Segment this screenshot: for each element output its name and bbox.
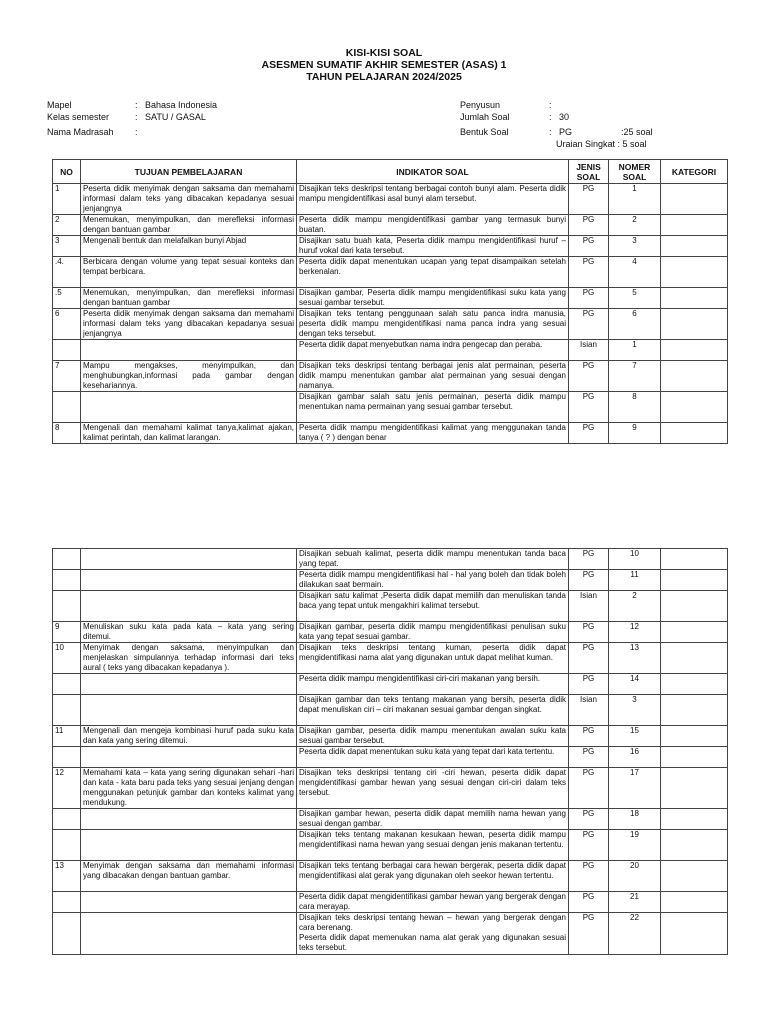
cell-indikator: Disajikan teks deskripsi tentang kuman, peserta didik dapat mengidentifikasi nama alat yang digunakan untuk dapat melihat kuman. — [297, 643, 569, 674]
doc-subtitle: ASESMEN SUMATIF AKHIR SEMESTER (ASAS) 1 — [261, 59, 507, 71]
table-row — [53, 257, 728, 288]
table-row — [53, 622, 728, 643]
cell-indikator: Disajikan teks deskripsi tentang ciri -ciri hewan, peserta didik dapat mengidentifikasi gambar hewan yang sesuai dengan ciri-ciri dalam teks tersebut. — [297, 768, 569, 809]
header-indikator: INDIKATOR SOAL — [297, 160, 569, 184]
cell-no — [53, 392, 81, 423]
cell-no — [53, 695, 81, 726]
cell-jenis: Isian — [569, 591, 609, 622]
cell-nomer: 16 — [609, 747, 661, 768]
cell-kategori — [661, 726, 728, 747]
cell-tujuan — [81, 892, 297, 913]
table-row — [53, 423, 728, 444]
table-row — [53, 591, 728, 622]
cell-tujuan: Berbicara dengan volume yang tepat sesuai konteks dan tempat berbicara. — [81, 257, 297, 288]
cell-kategori — [661, 643, 728, 674]
header-no: NO — [53, 160, 81, 184]
cell-tujuan — [81, 809, 297, 830]
cell-no: 13 — [53, 861, 81, 892]
cell-nomer: 6 — [609, 309, 661, 340]
cell-indikator: Disajikan gambar hewan, peserta didik dapat memilih nama hewan yang sesuai dengan gambar. — [297, 809, 569, 830]
info-row-bentuk: Bentuk Soal : PG :25 soal — [460, 127, 653, 137]
cell-nomer: 3 — [609, 695, 661, 726]
cell-tujuan — [81, 340, 297, 361]
cell-jenis: PG — [569, 643, 609, 674]
cell-nomer: 1 — [609, 340, 661, 361]
cell-nomer: 7 — [609, 361, 661, 392]
cell-tujuan: Peserta didik menyimak dengan saksama dan memahami informasi dalam teks yang dibacakan kepadanya sesuai jenjangnya — [81, 309, 297, 340]
cell-jenis: PG — [569, 361, 609, 392]
table-row — [53, 747, 728, 768]
cell-nomer: 1 — [609, 184, 661, 215]
cell-no — [53, 892, 81, 913]
cell-kategori — [661, 361, 728, 392]
cell-jenis: PG — [569, 913, 609, 955]
cell-jenis: PG — [569, 549, 609, 570]
cell-tujuan — [81, 674, 297, 695]
cell-nomer: 9 — [609, 423, 661, 444]
cell-indikator: Disajikan teks deskripsi tentang berbagai contoh bunyi alam. Peserta didik mampu mengidentifikasi asal bunyi alam tersebut. — [297, 184, 569, 215]
cell-no — [53, 340, 81, 361]
cell-jenis: PG — [569, 768, 609, 809]
cell-kategori — [661, 423, 728, 444]
cell-indikator: Disajikan gambar dan teks tentang makanan yang bersih, peserta didik dapat menuliskan ciri – ciri makanan sesuai gambar dengan singkat. — [297, 695, 569, 726]
cell-indikator: Disajikan teks tentang makanan kesukaan hewan, peserta didik mampu mengidentifikasi nama hewan yang sesuai dengan jenis makanan tertentu. — [297, 830, 569, 861]
cell-tujuan: Peserta didik menyimak dengan saksama dan memahami informasi dalam teks yang dibacakan kepadanya sesuai jenjangnya — [81, 184, 297, 215]
cell-nomer: 20 — [609, 861, 661, 892]
cell-kategori — [661, 695, 728, 726]
cell-nomer: 15 — [609, 726, 661, 747]
doc-year: TAHUN PELAJARAN 2024/2025 — [306, 71, 462, 83]
cell-indikator: Peserta didik dapat menyebutkan nama indra pengecap dan peraba. — [297, 340, 569, 361]
cell-kategori — [661, 830, 728, 861]
cell-nomer: 11 — [609, 570, 661, 591]
cell-kategori — [661, 215, 728, 236]
cell-tujuan: Menuliskan suku kata pada kata – kata yang sering ditemui. — [81, 622, 297, 643]
table-row — [53, 340, 728, 361]
cell-kategori — [661, 622, 728, 643]
cell-jenis: PG — [569, 184, 609, 215]
cell-kategori — [661, 861, 728, 892]
cell-tujuan — [81, 695, 297, 726]
cell-no: 8 — [53, 423, 81, 444]
table-row — [53, 361, 728, 392]
cell-nomer: 2 — [609, 215, 661, 236]
cell-nomer: 22 — [609, 913, 661, 955]
cell-indikator: Peserta didik dapat menentukan ucapan yang tepat disampaikan setelah berkenalan. — [297, 257, 569, 288]
info-row-mapel: Mapel : Bahasa Indonesia — [47, 100, 218, 110]
cell-nomer: 19 — [609, 830, 661, 861]
cell-jenis: Isian — [569, 695, 609, 726]
table-row — [53, 695, 728, 726]
cell-kategori — [661, 809, 728, 830]
cell-indikator: Peserta didik mampu mengidentifikasi hal - hal yang boleh dan tidak boleh dilakukan saat bermain. — [297, 570, 569, 591]
table-row — [53, 184, 728, 215]
cell-indikator: Peserta didik dapat mengidentifikasi gambar hewan yang bergerak dengan cara merayap. — [297, 892, 569, 913]
cell-kategori — [661, 913, 728, 955]
table-row — [53, 236, 728, 257]
cell-nomer: 2 — [609, 591, 661, 622]
cell-indikator: Disajikan teks deskripsi tentang berbagai jenis alat permainan, peserta didik mampu menentukan gambar alat permainan yang sesuai dengan namanya. — [297, 361, 569, 392]
cell-indikator: Disajikan sebuah kalimat, peserta didik mampu menentukan tanda baca yang tepat. — [297, 549, 569, 570]
cell-indikator: Disajikan gambar salah satu jenis permainan, peserta didik mampu menentukan nama permainan yang sesuai gambar tersebut. — [297, 392, 569, 423]
cell-nomer: 5 — [609, 288, 661, 309]
cell-kategori — [661, 340, 728, 361]
table-row — [53, 215, 728, 236]
cell-jenis: PG — [569, 236, 609, 257]
cell-tujuan — [81, 747, 297, 768]
info-row-uraian: Uraian Singkat : 5 soal — [556, 139, 647, 149]
info-row-penyusun: Penyusun : — [460, 100, 552, 110]
cell-nomer: 10 — [609, 549, 661, 570]
cell-no: 3 — [53, 236, 81, 257]
cell-tujuan: Mampu mengakses, menyimpulkan, dan menghubungkan,informasi pada gambar dengan kesehariannya. — [81, 361, 297, 392]
kisi-table-2 — [52, 548, 728, 955]
cell-tujuan — [81, 830, 297, 861]
cell-indikator: Disajikan gambar, peserta didik mampu mengidentifikasi penulisan suku kata yang tepat sesuai gambar. — [297, 622, 569, 643]
table-row — [53, 570, 728, 591]
table-row — [53, 861, 728, 892]
cell-no — [53, 809, 81, 830]
cell-nomer: 14 — [609, 674, 661, 695]
cell-jenis: PG — [569, 830, 609, 861]
cell-tujuan — [81, 913, 297, 955]
cell-indikator: Peserta didik mampu mengidentifikasi gambar yang termasuk bunyi buatan. — [297, 215, 569, 236]
cell-jenis: PG — [569, 674, 609, 695]
cell-kategori — [661, 570, 728, 591]
cell-kategori — [661, 392, 728, 423]
cell-indikator: Disajikan teks deskripsi tentang hewan – hewan yang bergerak dengan cara berenang. Peserta didik dapat memenukan nama alat gerak yang digunakan sesuai teks tersebut. — [297, 913, 569, 955]
doc-title: KISI-KISI SOAL — [345, 47, 423, 59]
cell-tujuan — [81, 549, 297, 570]
info-row-madrasah: Nama Madrasah : — [47, 127, 138, 137]
cell-tujuan: Menyimak dengan saksama, menyimpulkan dan menjelaskan simpulannya terhadap informasi dari teks aural ( teks yang dibacakan kepadanya ). — [81, 643, 297, 674]
cell-nomer: 8 — [609, 392, 661, 423]
cell-no: .4. — [53, 257, 81, 288]
cell-jenis: PG — [569, 288, 609, 309]
cell-no: 11 — [53, 726, 81, 747]
table-row — [53, 726, 728, 747]
cell-no: 6 — [53, 309, 81, 340]
table-row — [53, 643, 728, 674]
cell-nomer: 13 — [609, 643, 661, 674]
table-row — [53, 392, 728, 423]
cell-nomer: 4 — [609, 257, 661, 288]
table-row — [53, 309, 728, 340]
cell-indikator: Peserta didik mampu mengidentifikasi kalimat yang menggunakan tanda tanya ( ? ) dengan benar — [297, 423, 569, 444]
cell-no — [53, 549, 81, 570]
cell-jenis: PG — [569, 392, 609, 423]
cell-no — [53, 570, 81, 591]
cell-no — [53, 674, 81, 695]
cell-no: 1 — [53, 184, 81, 215]
header-kategori: KATEGORI — [661, 160, 728, 184]
cell-kategori — [661, 184, 728, 215]
table-row — [53, 809, 728, 830]
header-nomer: NOMER SOAL — [609, 160, 661, 184]
info-right — [460, 99, 653, 150]
cell-jenis: PG — [569, 423, 609, 444]
cell-nomer: 17 — [609, 768, 661, 809]
cell-no: 2 — [53, 215, 81, 236]
cell-jenis: Isian — [569, 340, 609, 361]
cell-indikator: Disajikan gambar, Peserta didik mampu mengidentifikasi suku kata yang sesuai gambar tersebut. — [297, 288, 569, 309]
cell-indikator: Disajikan satu kalimat ,Peserta didik dapat memilih dan menuliskan tanda baca yang tepat untuk mengakhiri kalimat tersebut. — [297, 591, 569, 622]
cell-tujuan — [81, 591, 297, 622]
cell-no: .5 — [53, 288, 81, 309]
cell-jenis: PG — [569, 861, 609, 892]
cell-nomer: 21 — [609, 892, 661, 913]
info-row-jumlah: Jumlah Soal : 30 — [460, 112, 570, 122]
cell-no: 10 — [53, 643, 81, 674]
cell-kategori — [661, 768, 728, 809]
cell-jenis: PG — [569, 809, 609, 830]
cell-jenis: PG — [569, 747, 609, 768]
table-row — [53, 830, 728, 861]
cell-indikator: Disajikan satu buah kata, Peserta didik mampu mengidentifikasi huruf – huruf vokal dari kata tersebut. — [297, 236, 569, 257]
cell-nomer: 12 — [609, 622, 661, 643]
cell-no: 7 — [53, 361, 81, 392]
cell-jenis: PG — [569, 257, 609, 288]
table-row — [53, 549, 728, 570]
table-row — [53, 768, 728, 809]
table-row — [53, 288, 728, 309]
cell-kategori — [661, 892, 728, 913]
cell-indikator: Peserta didik dapat menentukan suku kata yang tepat dari kata tertentu. — [297, 747, 569, 768]
cell-tujuan: Mengenali dan mengeja kombinasi huruf pada suku kata dan kata yang sering ditemui. — [81, 726, 297, 747]
cell-kategori — [661, 549, 728, 570]
cell-kategori — [661, 747, 728, 768]
cell-no: 12 — [53, 768, 81, 809]
cell-tujuan — [81, 570, 297, 591]
cell-tujuan: Menemukan, menyimpulkan, dan merefleksi informasi dengan bantuan gambar — [81, 215, 297, 236]
cell-indikator: Disajikan gambar, peserta didik mampu menentukan awalan suku kata sesuai gambar tersebut. — [297, 726, 569, 747]
cell-kategori — [661, 236, 728, 257]
cell-kategori — [661, 309, 728, 340]
table-row — [53, 913, 728, 955]
info-row-kelas: Kelas semester : SATU / GASAL — [47, 112, 206, 122]
cell-jenis: PG — [569, 215, 609, 236]
cell-kategori — [661, 674, 728, 695]
cell-kategori — [661, 288, 728, 309]
cell-nomer: 18 — [609, 809, 661, 830]
cell-kategori — [661, 257, 728, 288]
cell-no — [53, 591, 81, 622]
info-left — [47, 99, 217, 138]
cell-no — [53, 830, 81, 861]
cell-jenis: PG — [569, 622, 609, 643]
cell-indikator: Disajikan teks tentang berbagai cara hewan bergerak, peserta didik dapat mengidentifikasi alat gerak yang digunakan oleh seekor hewan tertentu. — [297, 861, 569, 892]
cell-jenis: PG — [569, 570, 609, 591]
cell-no — [53, 747, 81, 768]
cell-tujuan: Mengenali dan memahami kalimat tanya,kalimat ajakan, kalimat perintah, dan kalimat larangan. — [81, 423, 297, 444]
cell-indikator: Peserta didik mampu mengidentifikasi ciri-ciri makanan yang bersih. — [297, 674, 569, 695]
cell-nomer: 3 — [609, 236, 661, 257]
cell-tujuan: Mengenali bentuk dan melafalkan bunyi Abjad — [81, 236, 297, 257]
cell-tujuan: Memahami kata – kata yang sering digunakan sehari -hari dan kata - kata baru pada teks yang sesuai jenjang dengan menggunakan petunjuk gambar dan konteks kalimat yang mendukung. — [81, 768, 297, 809]
cell-no — [53, 913, 81, 955]
table-row — [53, 892, 728, 913]
cell-kategori — [661, 591, 728, 622]
cell-jenis: PG — [569, 309, 609, 340]
cell-jenis: PG — [569, 892, 609, 913]
kisi-table-1 — [52, 159, 728, 444]
cell-tujuan: Menyimak dengan saksama dan memahami informasi yang dibacakan dengan bantuan gambar. — [81, 861, 297, 892]
cell-jenis: PG — [569, 726, 609, 747]
cell-tujuan — [81, 392, 297, 423]
cell-no: 9 — [53, 622, 81, 643]
cell-tujuan: Menemukan, menyimpulkan, dan merefleksi informasi dengan bantuan gambar — [81, 288, 297, 309]
header-tujuan: TUJUAN PEMBELAJARAN — [81, 160, 297, 184]
table-header-row — [53, 160, 728, 184]
header-jenis: JENIS SOAL — [569, 160, 609, 184]
cell-indikator: Disajikan teks tentang penggunaan salah satu panca indra manusia, peserta didik mampu mengidentifikasi nama panca indra yang sesuai dengan teks tersebut. — [297, 309, 569, 340]
table-row — [53, 674, 728, 695]
